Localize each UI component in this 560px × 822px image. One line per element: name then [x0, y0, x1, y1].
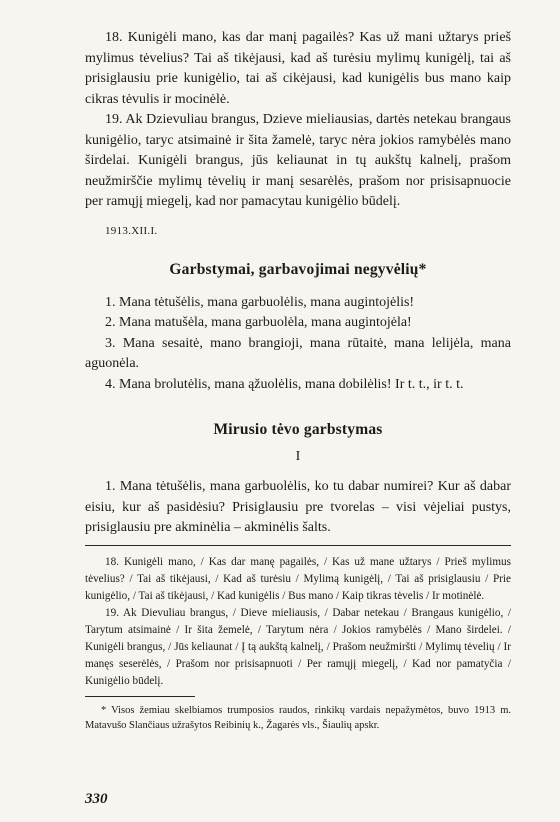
lament-verse-19: 19. Ak Dzievuliau brangus, Dzieve mieliausias, dartės netekau brangaus kunigėlio, taryc atsimainė ir šita žamelė, taryc nėra jokios ramybėlės mano širdelai. Kunigėli brangus, jūs keliaunat in tų aukštų kalnelį, prašom neužmirščie mylimų tėvelių ir manį sesarėlės, prašom nor prisisapnuocie per ramųjį miegelį, kad nor pamacytau kunigėlio būdelį. [85, 112, 511, 209]
note-18: 18. Kunigėli mano, / Kas dar manę pagailės, / Kas už mane užtarys / Prieš mylimus tėvelius? / Tai aš tikėjausi, / Kad aš turėsiu / Mylimą kunigėlį, / Tai aš prisiglausiu / Prie kunigėlio, / Tai aš tikėjausi, / Kad kunigėlis / Bus mano / Kaip tikras tėvelis / Ir motinėlė. [85, 555, 511, 602]
lament-verse-18: 18. Kunigėli mano, kas dar manį pagailės? Kas už mani užtarys prieš mylimus tėvelius? Tai aš tikėjausi, kad aš turėsiu mylimų kunigėlį, tai aš prisiglausiu prie kunigėlio, tai aš cikėjausi, kad kunigėlis bus mano kaip cikras tėvulis ir mocinėlė. [85, 30, 511, 107]
record-date: 1913.XII.I. [105, 224, 158, 237]
page-content [85, 28, 511, 734]
section-heading-garbstymai: Garbstymai, garbavojimai negyvėlių* [169, 260, 427, 278]
part-numeral: I [295, 449, 301, 464]
garbstymas-item-4: 4. Mana brolutėlis, mana ąžuolėlis, mana dobilėlis! Ir t. t., ir t. t. [105, 376, 464, 392]
notes-divider [85, 545, 511, 546]
footnote-divider [85, 696, 195, 697]
note-19: 19. Ak Dievuliau brangus, / Dieve mieliausis, / Dabar netekau / Brangaus kunigėlio, / Tarytum atsimainė / Ir šita žemelė, / Tarytum nėra / Jokios ramybėlės / Mano širdelei. / Kunigėli brangus, / Jūs keliaunat / Į tą aukštą kalnelį, / Prašom neužmiršti / Mylimų tėvelių / Ir manęs seserėlės, / Prašom nor prisisapnuoti / Per ramųjį miegelį, / Kad nor pamatyčia / Kunigėlio būdelį. [85, 606, 511, 687]
section-heading-mirusio-tevo: Mirusio tėvo garbstymas [213, 421, 383, 438]
garbstymas-item-3: 3. Mana sesaitė, mano brangioji, mana rūtaitė, mana lelijėla, mana aguonėla. [85, 335, 511, 371]
page-number: 330 [85, 791, 108, 807]
footnote: * Visos žemiau skelbiamos trumposios raudos, rinkikų vardais nepažymėtos, buvo 1913 m. Matavušo Slančiaus užrašytos Reibinių k., Žagarės vls., Šiaulių apskr. [85, 704, 511, 731]
garbstymas-item-1: 1. Mana tėtušėlis, mana garbuolėlis, mana augintojėlis! [105, 294, 415, 310]
garbstymas-item-2: 2. Mana matušėla, mana garbuolėla, mana augintojėla! [105, 315, 412, 330]
mirusio-tevo-verse-1: 1. Mana tėtušėlis, mana garbuolėlis, ko tu dabar numirei? Kur aš dabar eisiu, kur aš pasidėsiu? Prisiglausiu pre tvorelas – visi vėjeliai pustys, prisiglausiu pre akminėlia – akminėlis šalts. [85, 479, 511, 535]
